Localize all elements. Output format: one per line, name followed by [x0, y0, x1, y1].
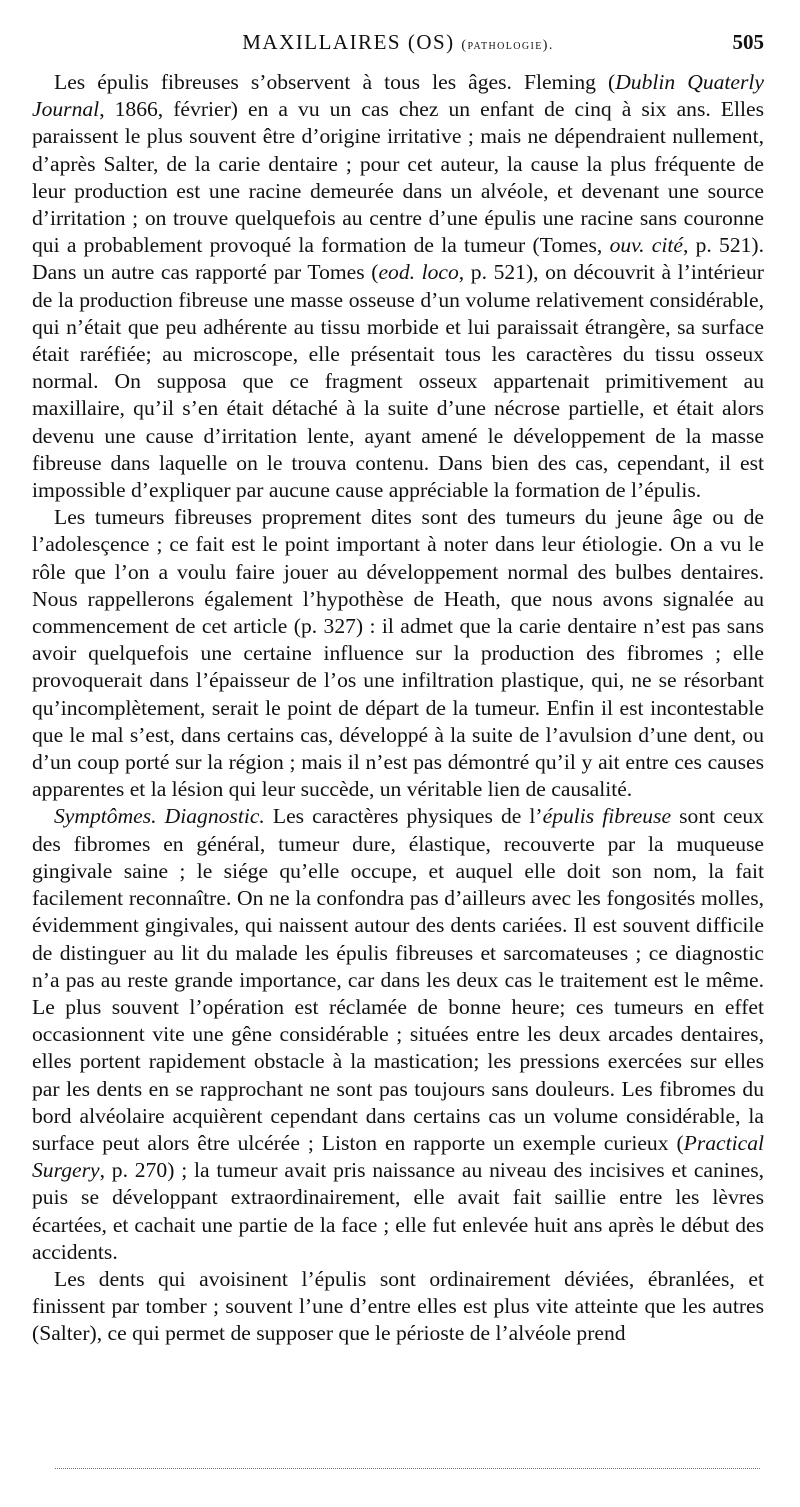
- running-title-main: MAXILLAIRES (OS): [242, 30, 455, 54]
- paragraph-2: [32, 504, 764, 803]
- text-run: , p. 521). Dans un autre cas rapporté par Tomes (: [32, 233, 765, 285]
- citation-reference: ouv. cité: [609, 233, 683, 258]
- text-run: Les dents qui avoisinent l’épulis sont ordinairement déviées, ébranlées, et finissent par tomber ; souvent l’une d’entre elles est plus vite atteinte que les autres (Salter), ce qui permet de supposer que le périoste de l’alvéole prend: [32, 1266, 764, 1346]
- text-run: Les caractères physiques de l’: [264, 804, 543, 829]
- section-heading: Symptômes. Diagnostic.: [54, 804, 265, 829]
- running-title: [32, 30, 764, 55]
- paragraph-3: [32, 803, 764, 1265]
- text-run: , p. 521), on découvrit à l’intérieur de la production fibreuse une masse osseuse d’un volume relativement considérable, qui n’était que peu adhérente au tissu morbide et lui paraissait étrangère, sa surface était raréfiée; au microscope, elle présentait tous les caractères du tissu osseux normal. On supposa que ce fragment osseux appartenait primitivement au maxillaire, qu’il s’en était détaché à la suite d’une nécrose partielle, et était alors devenu une cause d’irritation lente, ayant amené le développement de la masse fibreuse dans laquelle on le trouva contenu. Dans bien des cas, cependant, il est impossible d’expliquer par aucune cause appréciable la formation de l’épulis.: [32, 260, 764, 503]
- running-title-subtitle: (pathologie).: [461, 38, 554, 53]
- paragraph-1: [32, 69, 764, 504]
- text-run: Les épulis fibreuses s’observent à tous les âges. Fleming (: [54, 70, 616, 94]
- text-run: Les tumeurs fibreuses proprement dites sont des tumeurs du jeune âge ou de l’adolesçence ; ce fait est le point important à noter dans leur étiologie. On a vu le rôle que l’on a voulu faire jouer au développement normal des bulbes dentaires. Nous rappellerons également l’hypothèse de Heath, que nous avons signalée au commencement de cet article (p. 327) : il admet que la carie dentaire n’est pas sans avoir quelquefois une certaine influence sur la production des fibromes ; elle provoquerait dans l’épaisseur de l’os une infiltration plastique, qui, ne se résorbant qu’incomplètement, serait le point de départ de la tumeur. Enfin il est incontestable que le mal s’est, dans certains cas, développé à la suite de l’avulsion d’une dent, ou d’un coup porté sur la région ; mais il n’est pas démontré qu’il y ait entre ces causes apparentes et la lésion qui leur succède, un véritable lien de causalité.: [32, 505, 764, 802]
- text-run: , p. 270) ; la tumeur avait pris naissance au niveau des incisives et canines, puis se développant extraordinairement, elle avait fait saillie entre les lèvres écartées, et cachait une partie de la face ; elle fut enlevée huit ans après le début des accidents.: [32, 1158, 764, 1264]
- term-emphasis: épulis fibreuse: [542, 804, 672, 829]
- text-run: , 1866, février) en a vu un cas chez un enfant de cinq à six ans. Elles paraissent le plus souvent être d’origine irritative ; mais ne dépendraient nullement, d’après Salter, de la carie dentaire ; pour cet auteur, la cause la plus fréquente de leur production est une racine demeurée dans un alvéole, et devenant une source d’irritation ; on trouve quelquefois au centre d’une épulis une racine sans couronne qui a probablement provoqué la formation de la tumeur (Tomes,: [32, 97, 764, 258]
- running-header: [32, 30, 764, 60]
- page-number: 505: [732, 30, 764, 54]
- paragraph-4: [32, 1266, 764, 1348]
- book-title: Practical Surgery: [32, 1130, 764, 1183]
- footer-rule: [55, 1468, 760, 1469]
- journal-title: Dublin Quaterly Journal: [32, 70, 764, 122]
- body-text: [32, 69, 764, 1348]
- citation-reference: eod. loco: [378, 260, 459, 285]
- text-run: sont ceux des fibromes en général, tumeur dure, élastique, recouverte par la muqueuse gingivale saine ; le siége qu’elle occupe, et auquel elle doit son nom, la fait facilement reconnaître. On ne la confondra pas d’ailleurs avec les fongosités molles, évidemment gingivales, qui naissent autour des dents cariées. Il est souvent difficile de distinguer au lit du malade les épulis fibreuses et sarcomateuses ; ce diagnostic n’a pas au reste grande importance, car dans les deux cas le traitement est le même. Le plus souvent l’opération est réclamée de bonne heure; ces tumeurs en effet occasionnent vite une gêne considérable ; situées entre les deux arcades dentaires, elles portent rapidement obstacle à la mastication; les pressions exercées sur elles par les dents en se rapprochant ne sont pas toujours sans douleurs. Les fibromes du bord alvéolaire acquièrent cependant dans certains cas un volume considérable, la surface peut alors être ulcérée ; Liston en rapporte un exemple curieux (: [32, 804, 764, 1155]
